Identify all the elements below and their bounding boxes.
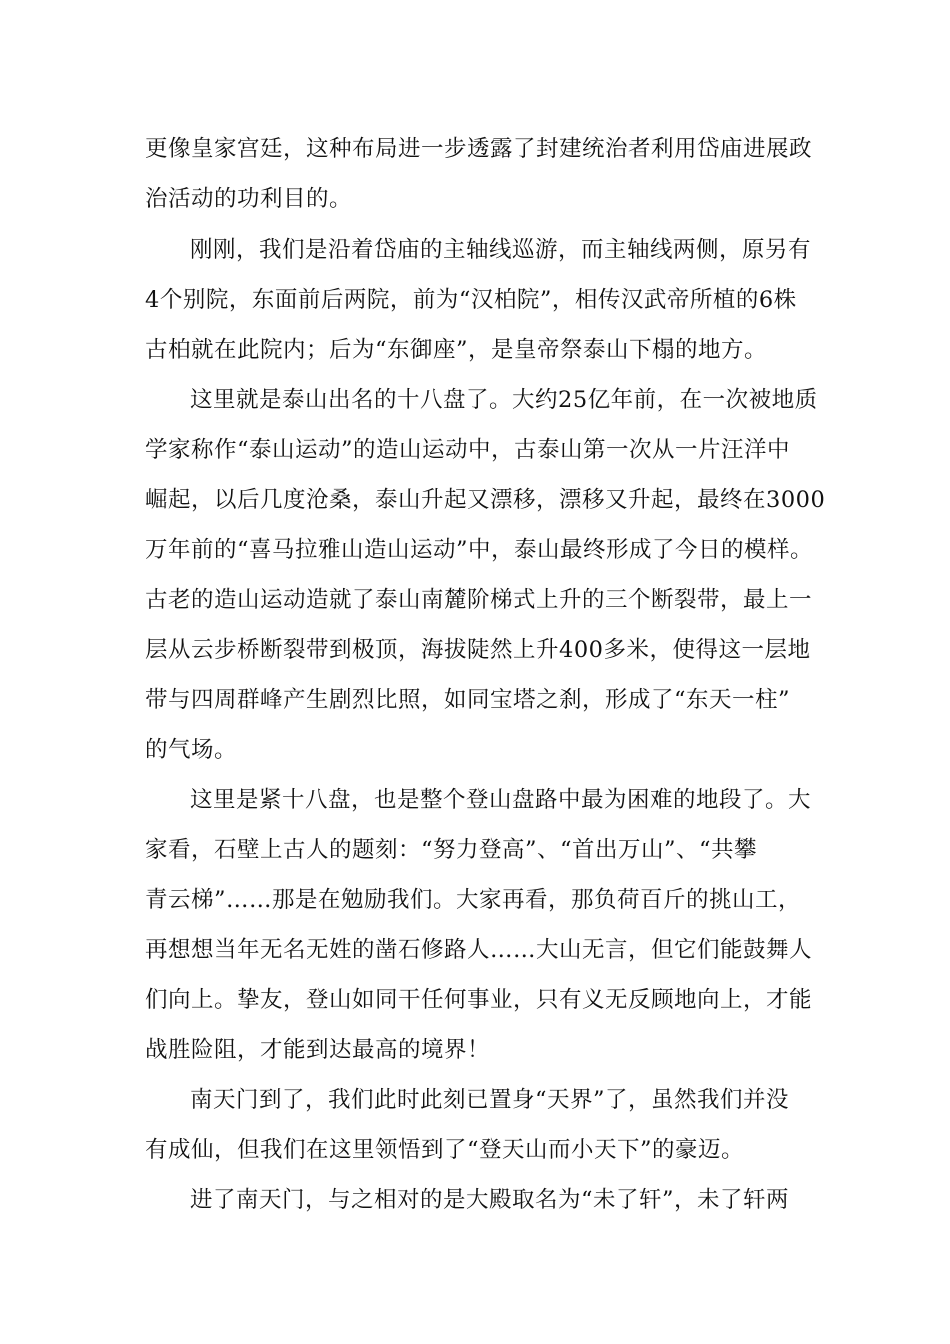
text-line: 家看，石壁上古人的题刻：“努力登高”、“首出万山”、“共攀 [145,837,758,863]
text-line: 南天门到了，我们此时此刻已置身“天界”了，虽然我们并没 [190,1087,790,1113]
text-line: 再想想当年无名无姓的凿石修路人……大山无言，但它们能鼓舞人 [145,937,813,963]
text-line: 学家称作“泰山运动”的造山运动中，古泰山第一次从一片汪洋中 [145,437,791,463]
text-line: 青云梯”……那是在勉励我们。大家再看，那负荷百斤的挑山工， [145,887,802,913]
text-line: 更像皇家宫廷，这种布局进一步透露了封建统治者利用岱庙进展政 [145,136,813,162]
text-line: 4个别院，东面前后两院，前为“汉柏院”，相传汉武帝所植的6株 [145,287,797,313]
text-line: 治活动的功利目的。 [145,186,353,212]
text-line: 这里是紧十八盘，也是整个登山盘路中最为困难的地段了。大 [190,787,812,813]
text-line: 层从云步桥断裂带到极顶，海拔陡然上升400多米，使得这一层地 [145,637,811,663]
text-line: 进了南天门，与之相对的是大殿取名为“未了轩”，未了轩两 [190,1187,790,1213]
text-line: 这里就是泰山出名的十八盘了。大约25亿年前，在一次被地质 [190,387,818,413]
text-line: 刚刚，我们是沿着岱庙的主轴线巡游，而主轴线两侧，原另有 [190,237,812,263]
text-line: 古老的造山运动造就了泰山南麓阶梯式上升的三个断裂带，最上一 [145,587,813,613]
text-line: 古柏就在此院内；后为“东御座”，是皇帝祭泰山下榻的地方。 [145,337,768,363]
text-line: 带与四周群峰产生剧烈比照，如同宝塔之刹，形成了“东天一柱” [145,687,791,713]
text-line: 有成仙，但我们在这里领悟到了“登天山而小天下”的豪迈。 [145,1137,745,1163]
text-line: 的气场。 [145,737,238,763]
text-line: 战胜险阻，才能到达最高的境界！ [145,1037,491,1063]
text-line: 崛起，以后几度沧桑，泰山升起又漂移，漂移又升起，最终在3000 [145,487,826,513]
text-line: 们向上。挚友，登山如同干任何事业，只有义无反顾地向上，才能 [145,987,813,1013]
text-line: 万年前的“喜马拉雅山造山运动”中，泰山最终形成了今日的模样。 [145,537,814,563]
